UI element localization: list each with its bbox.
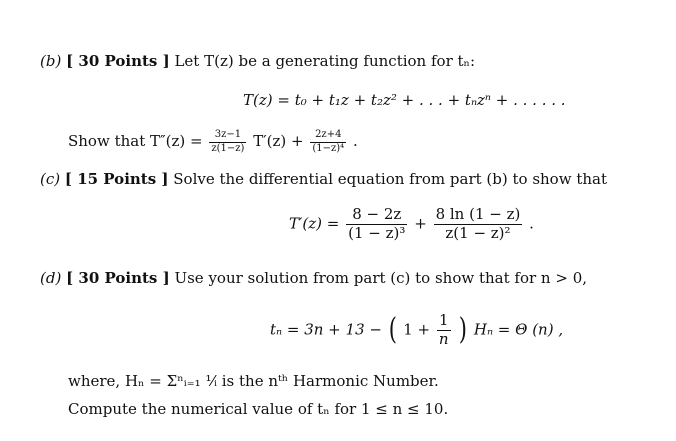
part-c-points: [ 15 Points ] [64, 170, 169, 188]
fraction-numerator: 1 [437, 313, 451, 331]
fraction-numerator: 8 − 2z [346, 207, 407, 225]
fraction-denominator: z(1−z) [211, 142, 245, 154]
part-b-heading [40, 54, 475, 69]
part-c-equation [289, 207, 534, 242]
part-c-label: (c) [40, 170, 61, 188]
compute-instruction: Compute the numerical value of tₙ for 1 ≤ n ≤ 10. [68, 400, 449, 418]
fraction-3z-1-over-z1-z [209, 130, 246, 154]
harmonic-definition: where, Hₙ = Σⁿᵢ₌₁ ¹⁄ᵢ is the nᵗʰ Harmonic Number. [68, 372, 439, 390]
period: . [529, 214, 534, 233]
fraction-denominator: n [438, 329, 449, 348]
fraction-numerator: 8 ln (1 − z) [435, 205, 521, 223]
part-d-text: Use your solution from part (c) to show that for n > 0, [174, 269, 588, 287]
part-b-points: [ 30 Points ] [66, 52, 170, 70]
part-d-equation [270, 313, 563, 348]
fraction-8ln-over-z1-z-sq [434, 207, 523, 242]
part-b-label: (b) [40, 52, 62, 70]
part-b-show-that [68, 130, 358, 154]
period: . [352, 132, 358, 150]
fraction-8-2z-over-1-z-cubed [346, 207, 407, 242]
fraction-denominator: (1−z)⁴ [312, 142, 345, 154]
t-prime-lhs: T′(z) = [289, 214, 340, 233]
fraction-denominator: (1 − z)³ [348, 223, 406, 242]
generating-function-series: T(z) = t₀ + t₁z + t₂z² + . . . + tₙzⁿ + . . . . . . [243, 91, 566, 109]
harmonic-theta: Hₙ = Θ (n) , [473, 320, 564, 339]
part-d-label: (d) [40, 269, 62, 287]
left-paren: ( [388, 312, 397, 348]
part-d-points: [ 30 Points ] [66, 269, 170, 287]
fraction-denominator: z(1 − z)² [445, 223, 511, 242]
derivative-term: T′(z) + [253, 132, 309, 150]
right-paren: ) [459, 312, 468, 348]
part-c-heading [40, 172, 607, 187]
part-d-heading [40, 271, 587, 286]
t-n-equation-left: tₙ = 3n + 13 − [270, 320, 382, 339]
show-that-text: Show that T″(z) = [68, 132, 203, 150]
plus-sign: + [414, 214, 427, 233]
fraction-2z-4-over-1-z-4 [310, 130, 346, 154]
fraction-numerator: 3z−1 [209, 130, 246, 143]
part-c-text: Solve the differential equation from part (b) to show that [173, 170, 607, 188]
one-plus: 1 + [403, 320, 431, 339]
fraction-numerator: 2z+4 [310, 130, 346, 143]
fraction-1-over-n [437, 313, 451, 348]
part-b-intro: Let T(z) be a generating function for tₙ: [174, 52, 476, 70]
